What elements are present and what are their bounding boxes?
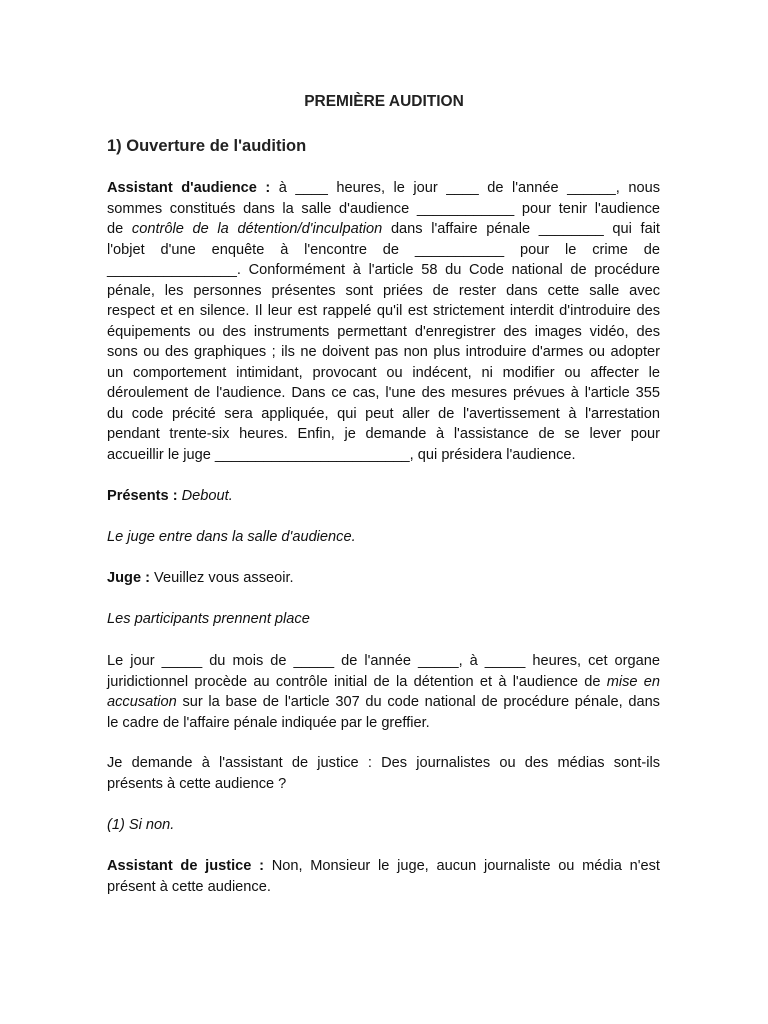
text-line: de contrôle de la détention/d'inculpation dans l'affaire pénale ________ qui fait — [107, 221, 660, 237]
text-line: l'objet d'une enquête à l'encontre de ___________ pour le crime de — [107, 241, 660, 258]
stage-direction: Le juge entre dans la salle d'audience. — [107, 529, 356, 545]
text-line: présents à cette audience ? — [107, 775, 287, 792]
text-line: un comportement intimidant, provocant ou indécent, ni modifier ou affecter le — [107, 364, 660, 381]
presents-line: Présents : Debout. — [107, 488, 233, 504]
text-line: Le jour _____ du mois de _____ de l'année _____, à _____ heures, cet organe — [107, 653, 660, 669]
hearing-paragraph — [107, 651, 660, 733]
text-line: Assistant de justice : Non, Monsieur le juge, aucun journaliste ou média n'est — [107, 858, 660, 874]
text-line: le cadre de l'affaire pénale indiquée par le greffier. — [107, 714, 430, 731]
text-line: du code précité sera appliquée, qui peut aller de l'avertissement à l'arrestation — [107, 405, 660, 422]
text-line: sommes constitués dans la salle d'audience ____________ pour tenir l'audience — [107, 200, 660, 217]
text-line: respect et en silence. Il leur est rappelé qu'il est strictement interdit d'introduire des — [107, 303, 660, 319]
judge-line: Juge : Veuillez vous asseoir. — [107, 570, 294, 586]
text-line: présent à cette audience. — [107, 878, 271, 895]
text-line: Je demande à l'assistant de justice : Des journalistes ou des médias sont-ils — [107, 755, 660, 771]
answer-paragraph — [107, 856, 660, 897]
text-line: pendant trente-six heures. Enfin, je demande à l'assistance de se lever pour — [107, 426, 660, 442]
text-line: ________________. Conformément à l'article 58 du Code national de procédure — [107, 262, 660, 278]
text-line: Assistant d'audience : à ____ heures, le jour ____ de l'année ______, nous — [107, 180, 661, 196]
document-title: PREMIÈRE AUDITION — [304, 93, 464, 110]
text-line: juridictionnel procède au contrôle initial de la détention et à l'audience de mise en — [107, 673, 660, 690]
speaker-label: Assistant d'audience : — [107, 180, 271, 196]
text-line: déroulement de l'audience. Dans ce cas, l'une des mesures prévues à l'article 355 — [107, 385, 660, 401]
section-heading: 1) Ouverture de l'audition — [107, 137, 307, 155]
question-paragraph — [107, 753, 660, 794]
opening-paragraph — [107, 178, 660, 465]
text-line: accueillir le juge ________________________, qui présidera l'audience. — [107, 446, 576, 463]
stage-direction: Les participants prennent place — [107, 611, 310, 627]
text-line: équipements ou des instruments permettant d'enregistrer des images vidéo, des — [107, 323, 660, 340]
case-label: (1) Si non. — [107, 817, 175, 833]
speaker-label: Juge : — [107, 570, 150, 586]
speaker-label: Présents : — [107, 488, 178, 504]
text-line: accusation sur la base de l'article 307 du code national de procédure pénale, dans — [107, 694, 660, 710]
text-line: sons ou des graphiques ; ils ne doivent pas non plus introduire d'armes ou adopter — [107, 344, 660, 360]
speaker-label: Assistant de justice : — [107, 858, 264, 874]
text-line: pénale, les personnes présentes sont priées de rester dans cette salle avec — [107, 282, 660, 299]
